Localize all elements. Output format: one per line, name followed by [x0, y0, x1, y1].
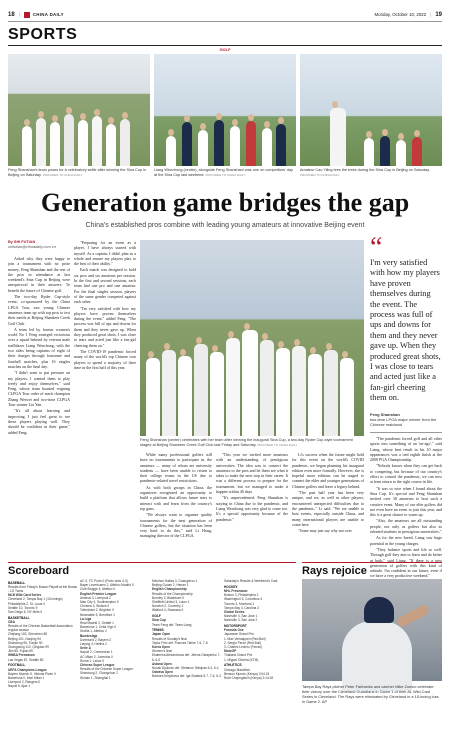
score-line: AC Milan 2, Juventus 0: [80, 654, 113, 659]
photo-caption-3: [300, 168, 442, 178]
score-line: Barcelona 1, Celta Vigo 0: [80, 625, 117, 630]
rays-title: Rays rejoice: [302, 565, 367, 577]
score-line: Man City 4, Southampton 0: [80, 600, 119, 605]
main-photo-credit: PROVIDED TO CHINA DAILY: [257, 443, 298, 447]
score-line: Meizhou Hakka 3, Guangzhou 1: [152, 579, 198, 583]
paper-name: CHINA DAILY: [32, 12, 64, 17]
score-league-heading: Japan Open: [152, 632, 171, 637]
score-sport-heading: FOOTBALL: [8, 663, 26, 668]
masthead: [8, 8, 442, 22]
article-paragraph: As for the new breed, Liang saw huge potential in the young charges.: [370, 535, 442, 546]
score-line: Chelsea 3, Wolves 0: [80, 604, 110, 609]
score-line: Napoli 6, Ajax 1: [8, 684, 31, 689]
score-line: 1. Max Verstappen (Red Bull): [224, 636, 266, 641]
scoreboard-title: Scoreboard: [8, 565, 70, 577]
score-line: Roma 1, Lecce 0: [80, 658, 105, 663]
photo-caption-3-text: Amateur Cao Yiling tees the trees during the Sina Cup in Beijing on Saturday.: [300, 168, 430, 172]
article-paragraph: "The pandemic forced golf and all other sports into something of an 'on-ago'," said Liang, whose best result in his 10 major appearances was a tied eighth finish at the 2008 PGA Championship.: [370, 436, 442, 463]
score-sport-heading: BASEBALL: [8, 580, 26, 585]
score-line: Burnley 2, Blackburn 0: [152, 595, 185, 600]
article-column-3: [140, 452, 212, 556]
score-line: Results of Sunday's final: [152, 636, 187, 641]
score-league-heading: English Championship: [152, 587, 187, 592]
score-line: Thailand Grand Prix: [224, 653, 253, 658]
photo-caption-1-text: Feng Shanshan's team poses for a celebratory selfie after winning the Sina Cup in Beijing on Saturday.: [8, 168, 147, 177]
rays-credit: AP: [321, 699, 328, 704]
score-line: AC 0, FC Porto 0 (Porto wins 4-3): [80, 579, 128, 583]
article-paragraph: The COVID-19 pandemic forced many of the world's top Chinese tour players to spend a majority of their time in the first half of this year.: [74, 348, 136, 370]
score-sport-heading: ATHLETICS: [224, 663, 242, 668]
score-line: Shandong 96, Tianjin 90: [8, 640, 43, 645]
photo-credit-3: PROVIDED TO CHINA DAILY: [300, 173, 340, 177]
pull-quote-divider: [370, 432, 442, 433]
article-paragraph: "Preparing for an event as a player, I have always started with myself. As a captain, I didn't plan as a whole and ensure my players play to the best of their ability.": [74, 240, 136, 267]
score-line: Results of the Chinese Super League: [80, 667, 133, 672]
score-line: Japanese Grand Prix: [224, 632, 254, 637]
score-line: Watford 4, Swansea 0: [152, 608, 184, 613]
scoreboard-column-2: [80, 579, 150, 739]
photo-caption-1: [8, 168, 150, 178]
score-line: Results of the Chinese Basketball Association regular season: [8, 624, 73, 633]
photo-team-selfie: [8, 54, 150, 166]
rays-caption-text: Tampa Bay Rays pitcher Peter Fairbanks and catcher Mike Zunino celebrate their victory over the Cleveland Guardians in Game 1 of their AL Wild Card Series in Cleveland. The Rays were eliminated by Cleveland in a 15-inning loss in Game 2.: [302, 684, 439, 704]
photo-credit-1: PROVIDED TO CHINA DAILY: [42, 173, 83, 177]
article-paragraph: Each match was designed to hold six pros and six amateurs per session. In the first and second sessions, each team had one pro and one amateur. For the final singles session, players of the same gender competed against each other.: [74, 267, 136, 305]
score-league-heading: MotoGP: [224, 649, 237, 654]
score-line: Napoli 2, Cremonese 1: [80, 650, 113, 655]
score-line: Club Brugge 4, Atletico 0: [80, 587, 116, 592]
article-paragraph: "It was so nice when I found about the Sina Cup. It's special and Feng Shanshan invited over 30 amateurs to host such a creative event. Many of our elite golfers did not even have an event to join this year, and this is a great chance to warm up.: [370, 485, 442, 518]
quote-mark-icon: “: [370, 232, 383, 263]
page-number-right: 19: [435, 11, 442, 18]
score-league-heading: Bundesliga: [80, 633, 98, 638]
article-paragraph: While many professional golfers still have no tournaments to participate in, the amateurs — many of whom are university students — have been unable to return to their college teams in the US due to pandemic-related travel restrictions.: [140, 452, 212, 484]
main-photo-caption: [140, 438, 364, 448]
score-line: Bayern Munich 5, Viktoria Plzen 0: [8, 671, 56, 676]
article-paragraph: Asked why they were happy to join a tournament with no prize money, Feng Shanshan and the rest of the pros in attendance at last weekend's Sina Cup in Beijing were unequivocal in their answers: To benefit the future of Chinese golf.: [8, 256, 70, 293]
article-paragraph: "Some may just say why not over: [298, 528, 352, 534]
article-column-5: [292, 452, 364, 556]
score-line: 1. Miguel Oliveira (KTM): [224, 657, 259, 662]
main-photo-caption-text: Feng Shanshan (center) celebrates with her team after winning the inaugural Sina Cup, a two-day Ryder Cup-style tournament staged at Beijing Shankeer Creek Golf Club last Friday and Saturday.: [140, 438, 353, 447]
issue-date: Monday, October 10, 2022: [374, 12, 427, 17]
score-league-heading: La Liga: [80, 616, 92, 621]
score-line: Results of the Championship: [152, 591, 193, 596]
score-line: Women's final: [152, 649, 172, 654]
score-line: Beijing 101, Nanjing 94: [8, 636, 41, 641]
score-line: Cleveland 2, Tampa Bay 1 (15 innings): [8, 597, 63, 602]
score-line: Dortmund 2, Bayern 2: [80, 637, 112, 642]
score-line: Newcastle 5, Brentford 1: [80, 612, 115, 617]
score-league-heading: Korea Open: [152, 645, 171, 650]
score-league-heading: Serie A: [80, 646, 91, 651]
score-sport-heading: BASKETBALL: [8, 615, 30, 620]
article-paragraph: "Nobody knows when they can get back to competing, but because of our country's effort to control the pandemic, we can now at least return to the right course in life.: [370, 463, 442, 485]
photo-rays-celebration: [302, 579, 442, 681]
score-line: Team Feng def. Team Liang: [152, 622, 192, 627]
score-line: Real Madrid 2, Getafe 1: [80, 621, 114, 626]
masthead-separator-right: |: [430, 12, 432, 17]
pull-quote-text: I'm very satisfied with how my players have proven themselves during the event. The process was full of ups and downs for them and they never gave up. When they produced great shots, I was close to tears and acted just like a fan-girl cheering them on.: [370, 258, 441, 403]
score-line: Taylor Fritz def. Frances Tiafoe 7-6, 7-6: [152, 640, 208, 645]
score-line: Novak Djokovic def. Stefanos Tsitsipas 6-3, 6-4: [152, 666, 219, 671]
score-league-heading: Global Series: [224, 609, 245, 614]
photo-caption-2-text: Liang Wenchong (center), alongside Feng Shanshan! was one on competitors' day at the Sina Cup last weekend.: [154, 168, 293, 177]
score-line: Jilin 85, Fujian 80: [8, 649, 33, 654]
score-line: 2. Sergio Perez (Red Bull): [224, 640, 262, 645]
score-line: Shandong 2, Changchun 1: [80, 671, 118, 676]
article-column-2: [74, 240, 136, 556]
score-line: Las Vegas 87, Seattle 80: [8, 657, 44, 662]
article-paragraph: A team led by former women's world No 1 Feng emerged victorious over a squad helmed by veteran male trailblazer Liang Wenchong, with the two sides being captains of eight of their charges through foursome and fourball matches, plus 16 singles matches on the final day.: [8, 326, 70, 369]
score-line: Norwich 2, Coventry 1: [152, 604, 184, 609]
score-line: Tampa Bay 4, Carolina 3: [224, 605, 259, 610]
score-sport-heading: TENNIS: [152, 628, 164, 633]
scoreboard-column-4: [224, 579, 294, 739]
score-line: Beijing Guoan 2, Henan 1: [152, 583, 189, 588]
page-number: 18: [8, 11, 15, 18]
photo-cao-yiling: [300, 54, 442, 166]
masthead-separator: |: [18, 12, 20, 17]
china-daily-logo-icon: [24, 12, 30, 18]
score-line: Boston 3, Philadelphia 2: [224, 593, 259, 598]
article-paragraph: Li's success when the future might hold for this event on the world's COVID pandemic, we began planning his inaugural edition even more formally. However, she is hopeful more editions can be staged to connect the elder and younger generations of Chinese golfers and leave a legacy behind.: [292, 452, 364, 489]
article-column-7: [370, 436, 442, 579]
article-paragraph: "This year we invited more amateurs with an understanding of prestigious universities. The idea was to connect the amateurs to the pros and let them see what it takes to make the next step in their career. It was a different process to prepare for the tournament, but we managed to make it happen within 40 days.: [216, 452, 288, 495]
score-league-heading: NHL Preseason: [224, 588, 248, 593]
score-sport-heading: MOTORSPORT: [224, 624, 247, 629]
scoreboard-column-1: [8, 579, 78, 739]
score-league-heading: English Premier League: [80, 591, 117, 596]
score-line: Ruth Chepngetich (Kenya) 2:14:18: [224, 675, 274, 680]
score-league-heading: Formula One: [224, 628, 244, 633]
article-paragraph: "I didn't want to put pressure on my players. I wanted them to play freely and enjoy themselves," said Feng, whose team boasted reigning CLPGA Tour order of merit champion Zhang Weiwei and two-time CLPGA Tour winner Liu Yan.: [8, 370, 70, 408]
score-line: Chicago Marathon: [224, 667, 251, 672]
article-paragraph: "Also, the amateurs are all outstanding people, not only as golfers but also as talented students in prestigious universities.": [370, 518, 442, 535]
score-line: Wuhan 1, Shanghai 1: [80, 675, 111, 680]
article-paragraph: The two-day Ryder Cup-style event, co-sponsored by the China LPGA Tour, saw young Chinese amateurs team up with top pros to test their mettle at Beijing Shankeer Creek Golf Club.: [8, 294, 70, 326]
article-paragraph: "It's all about learning and improving. I just feel great to see these players playing well. They should be confident in their game," added Feng.: [8, 408, 70, 435]
score-league-heading: Sina Cup: [152, 618, 166, 623]
scoreboard-column-3: [152, 579, 222, 739]
rays-caption: [302, 684, 442, 704]
score-line: Arsenal 3, Liverpool 2: [80, 595, 111, 600]
section-divider: [8, 45, 442, 46]
byline: [8, 240, 70, 250]
score-league-heading: Ostrava Open: [152, 670, 173, 675]
score-line: Nashville 3, San Jose 2: [224, 618, 258, 623]
article-paragraph: "It's unprecedented. Feng Shanshan is staying in China due to the pandemic, and Liang Wenchong was very glad to come too. It's a special opportunity because of the pandemic.": [216, 495, 288, 522]
score-line: Sevilla 1, Atletico 2: [80, 629, 107, 634]
article-deck: China's established pros combine with leading young amateurs at innovative Beijing event: [85, 222, 365, 229]
score-line: Saturday's Results & Weekend's Cast: [224, 579, 278, 583]
score-league-heading: Astana Open: [152, 661, 172, 666]
score-league-heading: Chinese Super League: [80, 663, 115, 668]
score-sport-heading: GOLF: [152, 614, 161, 619]
score-line: Washington 5, Columbus 3: [224, 597, 263, 602]
article-paragraph: "They balance sports and life so well. Through golf they aim to learn and do better at both," said Liang. "If there is a new generation of golfers with this kind of attitude, I'm confident in our future, even if we have a very productive weekend.": [370, 546, 442, 579]
score-line: Sheffield United 3, Luton 1: [152, 600, 190, 605]
article-paragraph: "The past half year has been very unique, and we, as well as other players, encountered unexpected difficulties due to the pandemic," Li said. "We are unable to host events, especially outside China, and many international players are unable to come here.: [292, 490, 364, 527]
score-line: Toronto 3, Montreal 1: [224, 601, 255, 606]
byline-email: shifutian@chinadaily.com.cn: [8, 245, 56, 249]
score-line: Seattle 10, Toronto 9: [8, 605, 38, 610]
rays-rule: [302, 562, 442, 563]
article-column-4: [216, 452, 288, 556]
score-line: Liverpool 2, Rangers 0: [8, 680, 41, 685]
score-line: Tottenham 2, Brighton 0: [80, 608, 114, 613]
score-line: Philadelphia 2, St. Louis 0: [8, 601, 45, 606]
pull-quote: [370, 232, 442, 427]
article-paragraph: "We always want to organize quality tournaments for the next generation of Chinese golfers, but the situation has been very hard to do this," said Li Hong, managing director of the CLPGA.: [140, 512, 212, 539]
article-paragraph: "I'm very satisfied with how my players have proven themselves during the event," added Feng. "The process was full of ups and downs for them and they never gave up. When they produced great shots, I was close to tears and acted just like a fan-girl cheering them on.": [74, 305, 136, 348]
score-line: 3. Charles Leclerc (Ferrari): [224, 645, 263, 650]
article-paragraph: As with both groups in China, the organizers recognized an opportunity to build a platform that allows future stars to interact with and learn from the country's top guns.: [140, 484, 212, 511]
pull-quote-attribution: [370, 412, 442, 427]
section-title: SPORTS: [8, 26, 78, 43]
score-line: Leipzig 4, Hertha 2: [80, 642, 107, 647]
score-line: Ekaterina Alexandrova def. Jelena Ostapenko 7-6, 6-0: [152, 653, 221, 662]
photo-caption-2: [154, 168, 296, 178]
article-column-1: [8, 256, 70, 556]
score-line: San Diego 6, NY Mets 0: [8, 609, 43, 614]
pull-quote-desc: two-time LPGA major winner from the Chinese mainland: [370, 416, 437, 427]
score-league-heading: UEFA Champions League: [8, 667, 47, 672]
score-line: Nashville 4, San Jose 1: [224, 614, 258, 619]
photo-liang-wenchong: [154, 54, 296, 166]
scoreboard-rule: [8, 562, 296, 563]
byline-name: By SHI FUTIAN: [8, 240, 36, 244]
score-line: Zhejiang 103, Shenzhen 88: [8, 632, 47, 637]
photo-credit-2: PROVIDED TO CHINA DAILY: [205, 173, 246, 177]
score-league-heading: CBA: [8, 619, 15, 624]
score-sport-heading: HOCKEY: [224, 584, 238, 589]
article-headline: Generation game bridges the gap: [40, 188, 410, 217]
score-line: Barbora Krejcikova def. Iga Swiatek 5-7, 7-6, 6-3: [152, 674, 221, 679]
photo-main-team-celebration: [140, 240, 364, 436]
score-line: Benson Kipruto (Kenya) 2:04:24: [224, 671, 270, 676]
score-line: Guangdong 112, Qingdao 99: [8, 645, 49, 650]
score-line: Bayer Leverkusen 2, Atletico Madrid 0: [80, 583, 134, 588]
score-league-heading: WNBA Preseason: [8, 653, 35, 658]
pull-quote-name: Feng Shanshan: [370, 411, 400, 417]
score-line: Results from Friday's Busan Playoff at the Busan - LG Twins: [8, 584, 78, 593]
score-line: Barcelona 0, Inter Milan 1: [8, 675, 45, 680]
score-league-heading: MLB Wild Card Series: [8, 593, 42, 598]
section-kicker: GOLF: [219, 47, 231, 52]
